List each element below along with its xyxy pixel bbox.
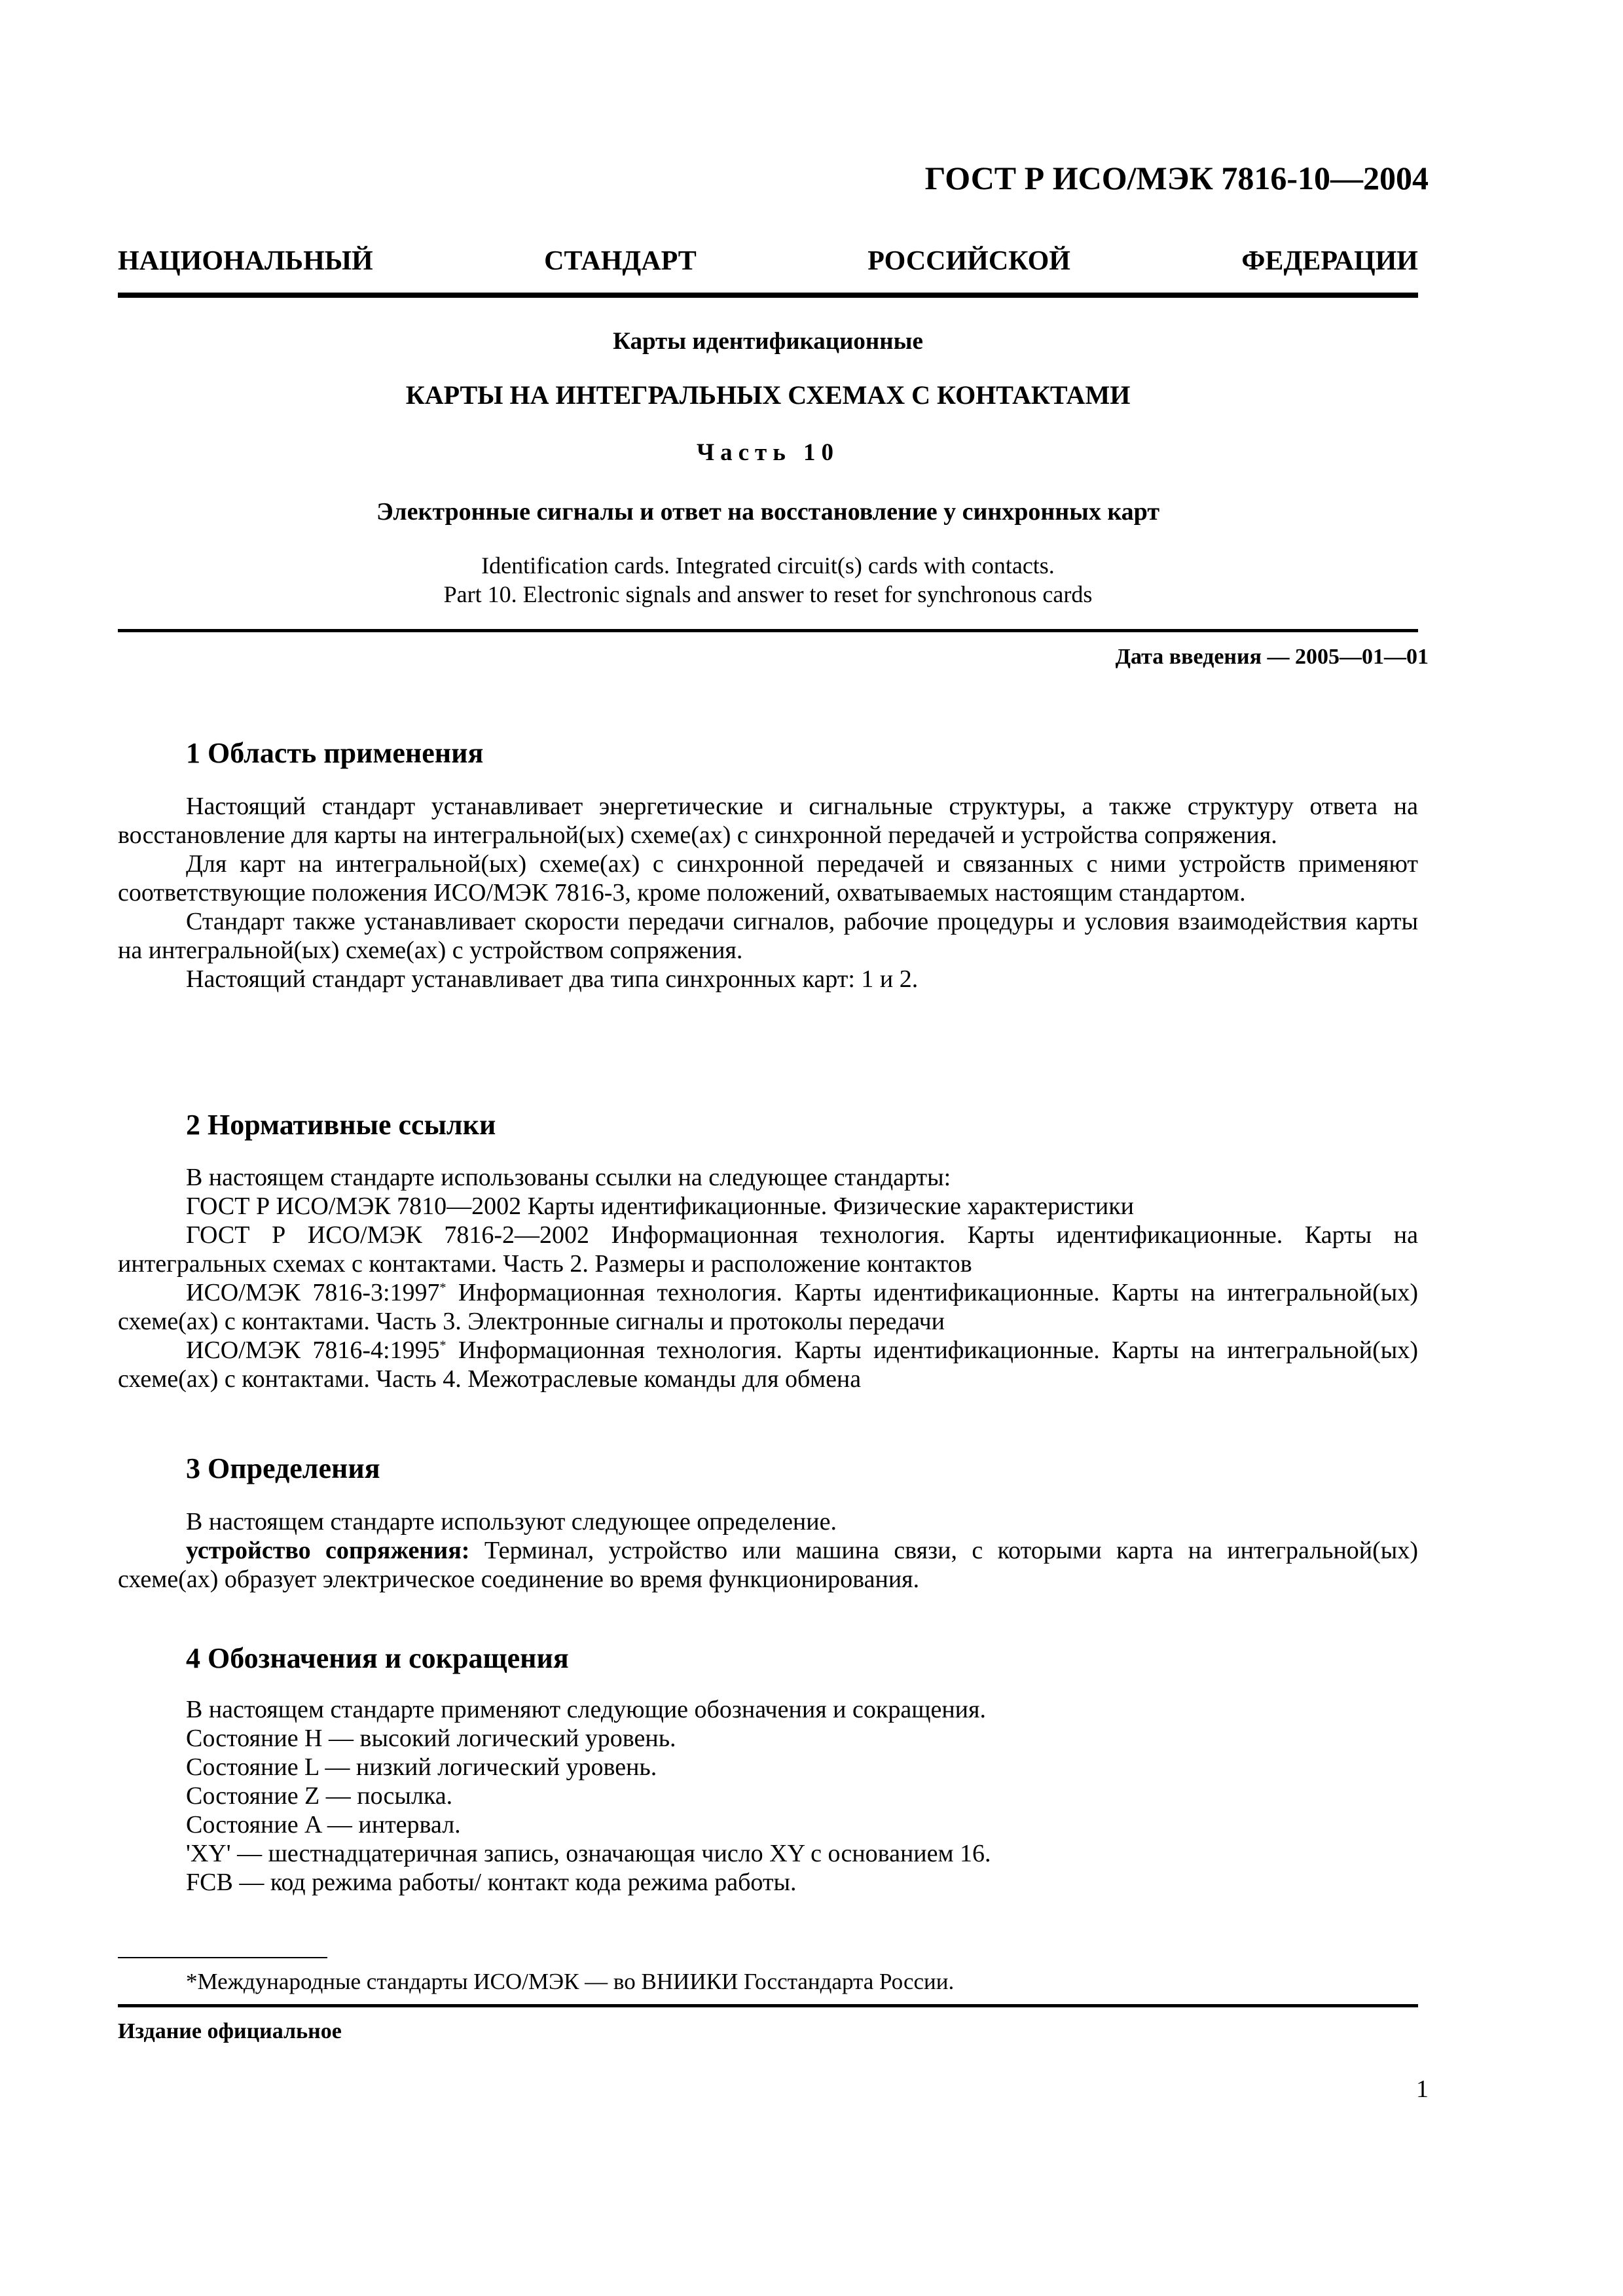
- reference-item: [118, 1336, 1418, 1393]
- paragraph: Настоящий стандарт устанавливает два типа синхронных карт: 1 и 2.: [186, 965, 919, 993]
- reference-title: Информационная технология. Карты идентификационные. Карты на интегральной(ых) схеме(ах) с контактами. Часть 3. Электронные сигналы и протоколы передачи: [118, 1279, 1418, 1335]
- list-item: Состояние H — высокий логический уровень.: [186, 1725, 676, 1752]
- header-rule: [118, 293, 1418, 298]
- banner-word: НАЦИОНАЛЬНЫЙ: [118, 246, 373, 276]
- official-edition: Издание официальное: [118, 2019, 342, 2043]
- reference-code: ИСО/МЭК 7816-3:1997: [186, 1279, 440, 1306]
- section-4-heading: 4 Обозначения и сокращения: [186, 1642, 569, 1674]
- paragraph: Для карт на интегральной(ых) схеме(ах) с синхронной передачей и связанных с ними устройств применяют соответствующие положения ИСО/МЭК 7816-3, кроме положений, охватываемых настоящим стандартом.: [118, 850, 1418, 906]
- national-standard-banner: [118, 245, 1418, 277]
- reference-title: Информационная технология. Карты идентификационные. Карты на интегральной(ых) схеме(ах) с контактами. Часть 4. Межотраслевые команды для обмена: [118, 1336, 1418, 1393]
- banner-word: ФЕДЕРАЦИИ: [1241, 246, 1418, 276]
- title-rule: [118, 629, 1418, 632]
- gost-code: ГОСТ Р ИСО/МЭК 7816-10—2004: [924, 160, 1429, 196]
- footnote-rule: [118, 1957, 327, 1958]
- title-english: [118, 551, 1418, 609]
- list-item: 'XY' — шестнадцатеричная запись, означающая число XY с основанием 16.: [186, 1840, 991, 1867]
- section-2-body: [118, 1163, 1418, 1393]
- reference-code: ИСО/МЭК 7816-4:1995: [186, 1336, 440, 1364]
- list-item: В настоящем стандарте применяют следующие обозначения и сокращения.: [186, 1696, 986, 1723]
- section-2-heading: 2 Нормативные ссылки: [186, 1109, 496, 1141]
- section-1-heading: 1 Область применения: [186, 737, 484, 769]
- banner-word: РОССИЙСКОЙ: [867, 246, 1070, 276]
- title-english-line-2: Part 10. Electronic signals and answer to reset for synchronous cards: [443, 581, 1093, 607]
- abbreviations-list: [186, 1695, 991, 1897]
- title-part: Часть 10: [696, 439, 840, 466]
- title-category: Карты идентификационные: [613, 328, 923, 355]
- footnote-mark: *: [439, 1280, 447, 1295]
- defined-term: устройство сопряжения:: [186, 1537, 470, 1564]
- reference-item: [118, 1278, 1418, 1336]
- paragraph: В настоящем стандарте используют следующее определение.: [186, 1508, 837, 1535]
- title-main: КАРТЫ НА ИНТЕГРАЛЬНЫХ СХЕМАХ С КОНТАКТАМИ: [405, 380, 1131, 410]
- footnote: *Международные стандарты ИСО/МЭК — во ВНИИКИ Госстандарта России.: [186, 1969, 955, 1994]
- definition: [118, 1536, 1418, 1594]
- list-item: Состояние L — низкий логический уровень.: [186, 1753, 657, 1781]
- intro-date: Дата введения — 2005—01—01: [1115, 645, 1429, 669]
- section-3-body: [118, 1507, 1418, 1594]
- paragraph: В настоящем стандарте использованы ссылки на следующее стандарты:: [186, 1164, 951, 1191]
- list-item: Состояние Z — посылка.: [186, 1782, 453, 1810]
- title-english-line-1: Identification cards. Integrated circuit(s) cards with contacts.: [481, 552, 1055, 579]
- section-3-heading: 3 Определения: [186, 1452, 380, 1484]
- reference-item: ГОСТ Р ИСО/МЭК 7816-2—2002 Информационная технология. Карты идентификационные. Карты на интегральных схемах с контактами. Часть 2. Размеры и расположение контактов: [118, 1221, 1418, 1278]
- definition-text: Терминал, устройство или машина связи, с которыми карта на интегральной(ых) схеме(ах) образует электрическое соединение во время функционирования.: [118, 1537, 1418, 1593]
- list-item: Состояние A — интервал.: [186, 1811, 461, 1839]
- bottom-rule: [118, 2004, 1418, 2007]
- paragraph: Настоящий стандарт устанавливает энергетические и сигнальные структуры, а также структуру ответа на восстановление для карты на интегральной(ых) схеме(ах) с синхронной передачей и устройства сопряжения.: [118, 793, 1418, 849]
- page-number: 1: [1416, 2075, 1429, 2103]
- footnote-mark: *: [439, 1338, 447, 1353]
- paragraph: Стандарт также устанавливает скорости передачи сигналов, рабочие процедуры и условия взаимодействия карты на интегральной(ых) схеме(ах) с устройством сопряжения.: [118, 908, 1418, 964]
- banner-word: СТАНДАРТ: [544, 246, 697, 276]
- list-item: FCB — код режима работы/ контакт кода режима работы.: [186, 1869, 797, 1896]
- section-1-body: [118, 792, 1418, 994]
- title-subtitle: Электронные сигналы и ответ на восстановление у синхронных карт: [376, 498, 1159, 526]
- reference-item: ГОСТ Р ИСО/МЭК 7810—2002 Карты идентификационные. Физические характеристики: [186, 1193, 1135, 1220]
